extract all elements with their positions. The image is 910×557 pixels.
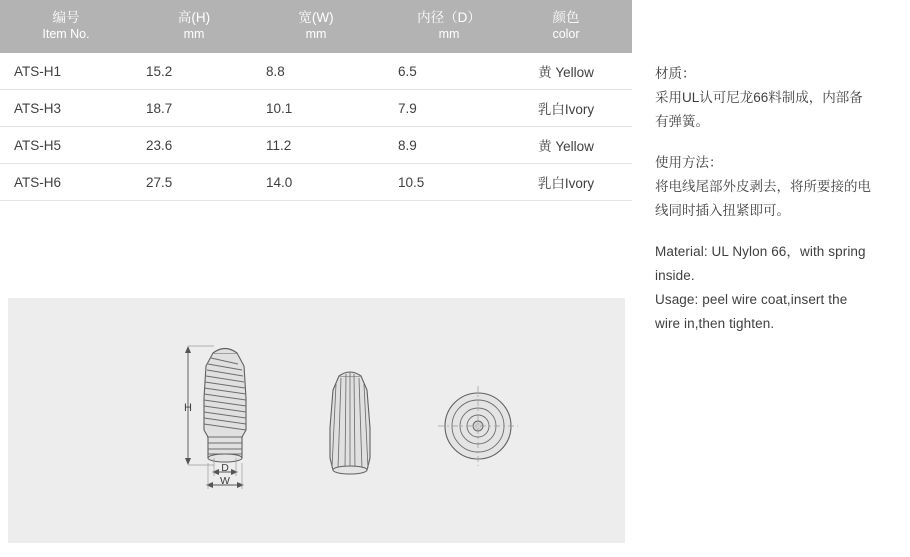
- dimension-label-h: H: [184, 401, 192, 414]
- cell-width: 8.8: [242, 53, 366, 90]
- column-header-inner-diameter-unit: mm: [438, 27, 460, 41]
- material-title-cn: 材质：: [655, 66, 696, 81]
- cell-height: 27.5: [118, 164, 242, 201]
- column-header-inner-diameter-cn: 内径（D）: [417, 10, 481, 25]
- cell-item-no: ATS-H1: [0, 53, 118, 90]
- technical-drawing-panel: [8, 298, 625, 543]
- material-text-cn-line1: 采用UL认可尼龙66料制成，内部备: [655, 90, 863, 105]
- column-header-inner-diameter: [366, 0, 500, 53]
- table-row: [0, 127, 632, 164]
- usage-text-en-line2: wire in,then tighten.: [655, 316, 775, 331]
- drawing-left-section-view: [185, 346, 246, 489]
- column-header-color-cn: 颜色: [552, 10, 580, 25]
- cell-item-no: ATS-H5: [0, 127, 118, 164]
- column-header-item-no-en: Item No.: [42, 27, 90, 41]
- notes-en: [655, 240, 903, 336]
- cell-color: 黄 Yellow: [500, 127, 632, 164]
- cell-width: 14.0: [242, 164, 366, 201]
- usage-text-en-line1: Usage: peel wire coat,insert the: [655, 292, 848, 307]
- column-header-color-en: color: [552, 27, 580, 41]
- usage-text-cn-line2: 线同时插入扭紧即可。: [655, 203, 790, 218]
- column-header-height-unit: mm: [183, 27, 205, 41]
- cell-item-no: ATS-H6: [0, 164, 118, 201]
- column-header-height-cn: 高(H): [177, 10, 211, 25]
- notes-panel: [655, 62, 903, 336]
- drawing-middle-exterior-view: [330, 372, 370, 474]
- column-header-item-no: [0, 0, 118, 53]
- material-text-en-line1: Material: UL Nylon 66，with spring: [655, 244, 866, 259]
- cell-color: 乳白Ivory: [500, 90, 632, 127]
- dimension-label-d: D: [221, 461, 229, 474]
- cell-item-no: ATS-H3: [0, 90, 118, 127]
- table-row: [0, 90, 632, 127]
- cell-diameter: 6.5: [366, 53, 500, 90]
- cell-diameter: 7.9: [366, 90, 500, 127]
- column-header-width-unit: mm: [305, 27, 327, 41]
- column-header-height: [118, 0, 242, 53]
- table-header-row: [0, 0, 632, 53]
- material-note-cn: [655, 62, 903, 134]
- cell-height: 18.7: [118, 90, 242, 127]
- usage-note-cn: [655, 151, 903, 223]
- cell-height: 23.6: [118, 127, 242, 164]
- column-header-width: [242, 0, 366, 53]
- table-header: [0, 0, 632, 53]
- column-header-color: [500, 0, 632, 53]
- material-text-cn-line2: 有弹簧。: [655, 114, 709, 129]
- technical-drawing-svg: [8, 298, 625, 543]
- cell-color: 黄 Yellow: [500, 53, 632, 90]
- table-row: [0, 164, 632, 201]
- table-row: [0, 53, 632, 90]
- cell-width: 11.2: [242, 127, 366, 164]
- column-header-width-cn: 宽(W): [298, 10, 334, 25]
- usage-text-cn-line1: 将电线尾部外皮剥去，将所要接的电: [655, 179, 871, 194]
- dimension-label-w: W: [220, 474, 230, 487]
- cell-diameter: 10.5: [366, 164, 500, 201]
- column-header-item-no-cn: 编号: [52, 10, 80, 25]
- cell-height: 15.2: [118, 53, 242, 90]
- drawing-circular-view: [438, 386, 518, 466]
- cell-color: 乳白Ivory: [500, 164, 632, 201]
- cell-diameter: 8.9: [366, 127, 500, 164]
- material-text-en-line2: inside.: [655, 268, 695, 283]
- usage-title-cn: 使用方法：: [655, 155, 723, 170]
- specification-table: [0, 0, 632, 201]
- table-body: [0, 53, 632, 201]
- cell-width: 10.1: [242, 90, 366, 127]
